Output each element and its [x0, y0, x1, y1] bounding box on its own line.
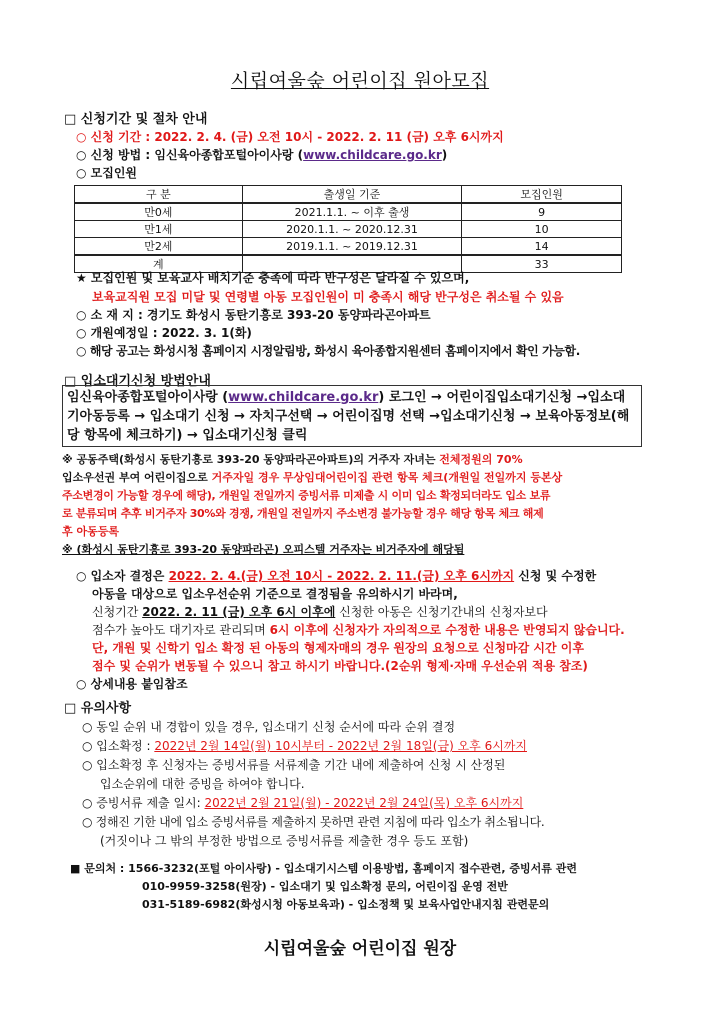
section-heading-application: □ 신청기간 및 절차 안내 — [64, 112, 208, 127]
table-header-cell: 출생일 기준 — [242, 186, 462, 204]
recruit-label: ○ 모집인원 — [76, 166, 138, 180]
decision-line5: 단, 개원 및 신학기 입소 확정 된 아동의 형제자매의 경우 원장의 요청으로 신청마감 시간 이후 — [92, 641, 584, 655]
decision-line1: ○ 입소자 결정은 2022. 2. 4.(금) 오전 10시 - 2022. 2. 11.(금) 오후 6시까지 신청 및 수정한 — [76, 569, 597, 583]
table-header-cell: 구 분 — [75, 186, 243, 204]
table-cell: 14 — [462, 238, 622, 256]
table-header-cell: 모집인원 — [462, 186, 622, 204]
caution-item: (거짓이나 그 밖의 부정한 방법으로 증빙서류를 제출한 경우 등도 포함) — [100, 834, 469, 848]
table-header-row — [75, 186, 622, 204]
signature: 시립여울숲 어린이집 원장 — [263, 939, 457, 959]
decision-line3: 신청기간 2022. 2. 11 (금) 오후 6시 이후에 신청한 아동은 신청기간내의 신청자보다 — [92, 605, 548, 619]
note-class-composition: ★ 모집인원 및 보육교사 배치기준 충족에 따라 반구성은 달라질 수 있으며, — [76, 271, 470, 285]
note-cancellation: 보육교직원 모집 미달 및 연령별 아동 모집인원이 미 충족시 해당 반구성은 취소될 수 있음 — [92, 290, 564, 304]
recruitment-table — [74, 185, 622, 273]
application-method: ○ 신청 방법 : 임신육아종합포털아이사랑 (www.childcare.go.kr) — [76, 148, 448, 162]
childcare-link[interactable]: www.childcare.go.kr — [228, 390, 379, 405]
table-cell: 2019.1.1. ~ 2019.12.31 — [242, 238, 462, 256]
notice-location: ○ 해당 공고는 화성시청 홈페이지 시정알림방, 화성시 육아종합지원센터 홈페이지에서 확인 가능함. — [76, 344, 580, 358]
caution-item: ○ 입소확정 후 신청자는 증빙서류를 서류제출 기간 내에 제출하여 신청 시 산정된 — [82, 758, 506, 772]
table-row — [75, 221, 622, 238]
table-row — [75, 238, 622, 256]
childcare-link[interactable]: www.childcare.go.kr — [303, 148, 442, 162]
table-cell: 33 — [462, 255, 622, 273]
table-cell: 9 — [462, 203, 622, 221]
table-cell: 10 — [462, 221, 622, 238]
caution-item: ○ 정해진 기한 내에 입소 증빙서류를 제출하지 못하면 관련 지침에 따라 입소가 취소됩니다. — [82, 815, 545, 829]
table-cell: 만1세 — [75, 221, 243, 238]
application-period: ○ 신청 기간 : 2022. 2. 4. (금) 오전 10시 - 2022. 2. 11 (금) 오후 6시까지 — [76, 130, 504, 144]
decision-line6: 점수 및 순위가 변동될 수 있으니 참고 하시기 바랍니다.(2순위 형제·자매 우선순위 적용 참조) — [92, 659, 588, 673]
decision-line2: 아동을 대상으로 입소우선순위 기준으로 결정됨을 유의하시기 바라며, — [92, 587, 458, 601]
priority-note-line4: 로 분류되며 추후 비거주자 30%와 경쟁, 개원일 전일까지 주소변경 불가능할 경우 해당 항목 체크 해제 — [62, 507, 544, 520]
caution-item: ○ 입소확정 : 2022년 2월 14일(월) 10시부터 - 2022년 2월 18일(금) 오후 6시까지 — [82, 739, 527, 753]
table-cell: 만0세 — [75, 203, 243, 221]
caution-item: 입소순위에 대한 증빙을 하여야 합니다. — [100, 777, 305, 791]
caution-item: ○ 증빙서류 제출 일시: 2022년 2월 21일(월) - 2022년 2월 24일(목) 오후 6시까지 — [82, 796, 524, 810]
priority-note-line5: 후 아동등록 — [62, 525, 119, 538]
contact-line3: 031-5189-6982(화성시청 아동보육과) - 입소정책 및 보육사업안내지침 관련문의 — [142, 898, 550, 911]
priority-note-line1: ※ 공동주택(화성시 동탄기흥로 393-20 동양파라곤아파트)의 거주자 자녀는 전체정원의 70% — [62, 453, 523, 466]
decision-line7: ○ 상세내용 붙임참조 — [76, 677, 188, 691]
table-cell: 2021.1.1. ~ 이후 출생 — [242, 203, 462, 221]
table-cell: 계 — [75, 255, 243, 273]
priority-note-line2: 입소우선권 부여 어린이집으로 거주자일 경우 무상임대어린이집 관련 항목 체크(개원일 전일까지 등본상 — [62, 471, 563, 484]
officetel-note: ※ (화성시 동탄기흥로 393-20 동양파라곤) 오피스텔 거주자는 비거주자에 해당됨 — [62, 543, 465, 556]
decision-line4: 점수가 높아도 대기자로 관리되며 6시 이후에 신청자가 자의적으로 수정한 내용은 반영되지 않습니다. — [92, 623, 625, 637]
contact-line2: 010-9959-3258(원장) - 입소대기 및 입소확정 문의, 어린이집 운영 전반 — [142, 880, 508, 893]
contact-line1: ■ 문의처 : 1566-3232(포털 아이사랑) - 입소대기시스템 이용방법, 홈페이지 접수관련, 증빙서류 관련 — [70, 862, 577, 875]
address: ○ 소 재 지 : 경기도 화성시 동탄기흥로 393-20 동양파라곤아파트 — [76, 308, 431, 322]
table-cell: 만2세 — [75, 238, 243, 256]
priority-note-line3: 주소변경이 가능할 경우에 해당), 개원일 전일까지 증빙서류 미제출 시 이미 입소 확정되더라도 입소 보류 — [62, 489, 551, 502]
opening-date: ○ 개원예정일 : 2022. 3. 1(화) — [76, 326, 252, 340]
page-title: 시립여울숲 어린이집 원아모집 — [230, 70, 490, 92]
waitlist-steps-box: 임신육아종합포털아이사랑 (www.childcare.go.kr) 로그인 → 어린이집입소대기신청 →입소대기아동등록 → 입소대기 신청 → 자치구선택 → 어린이집명 선택 →입소대기신청 → 보육아동정보(해당 항목에 체크하기) → 입소대기신청 클릭 — [62, 385, 642, 447]
section-heading-cautions: □ 유의사항 — [64, 701, 132, 716]
section-heading-waitlist: □ 입소대기신청 방법안내 — [64, 374, 211, 389]
table-cell: 2020.1.1. ~ 2020.12.31 — [242, 221, 462, 238]
caution-item: ○ 동일 순위 내 경합이 있을 경우, 입소대기 신청 순서에 따라 순위 결정 — [82, 720, 456, 734]
table-row — [75, 203, 622, 221]
